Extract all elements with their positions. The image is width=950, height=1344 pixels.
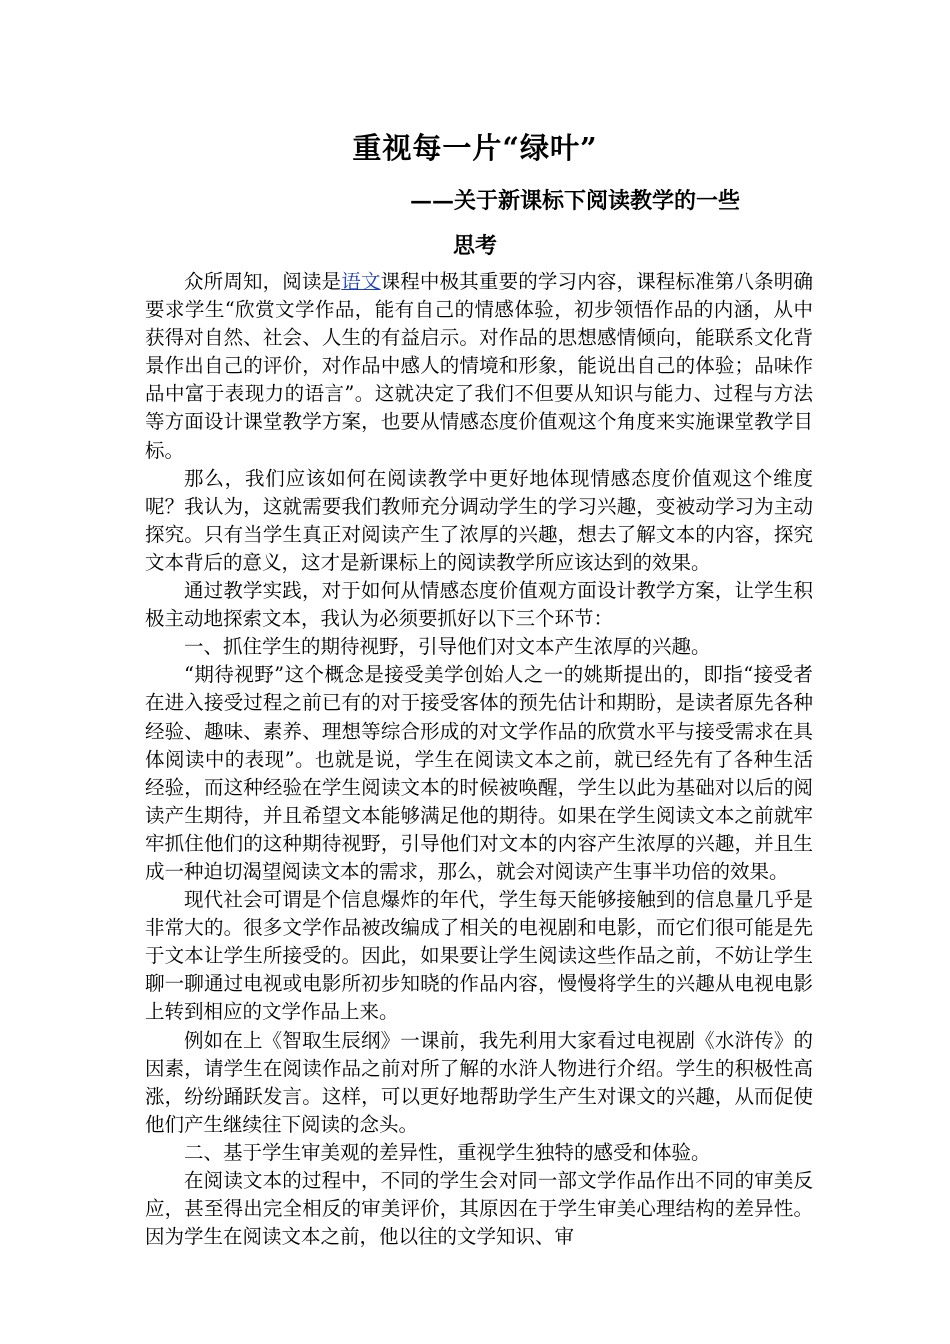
section-heading-1: 一、抓住学生的期待视野，引导他们对文本产生浓厚的兴趣。 — [184, 635, 711, 659]
paragraph: 现代社会可谓是个信息爆炸的年代，学生每天能够接触到的信息量几乎是非常大的。很多文学作品被改编成了相关的电视剧和电影，而它们很可能是先于文本让学生所接受的。因此，如果要让学生阅读这些作品之前，不妨让学生聊一聊通过电视或电影所初步知晓的作品内容，慢慢将学生的兴趣从电视电影上转到相应的文学作品上来。 — [145, 888, 813, 1024]
paragraph-intro-rest: 课程中极其重要的学习内容，课程标准第八条明确要求学生“欣赏文学作品，能有自己的情感体验，初步领悟作品的内涵，从中获得对自然、社会、人生的有益启示。对作品的思想感情倾向，能联系文化背景作出自己的评价，对作品中感人的情境和形象，能说出自己的体验；品味作品中富于表现力的语言”。这就决定了我们不但要从知识与能力、过程与方法等方面设计课堂教学方案，也要从情感态度价值观这个角度来实施课堂教学目标。 — [145, 270, 813, 462]
yuwen-link[interactable]: 语文 — [341, 270, 381, 293]
paragraph: 通过教学实践，对于如何从情感态度价值观方面设计教学方案，让学生积极主动地探索文本，我认为必须要抓好以下三个环节： — [145, 579, 813, 631]
article-title: 重视每一片“绿叶” — [352, 131, 598, 165]
paragraph: 那么，我们应该如何在阅读教学中更好地体现情感态度价值观这个维度呢？我认为，这就需要我们教师充分调动学生的学习兴趣，变被动学习为主动探究。只有当学生真正对阅读产生了浓厚的兴趣，想去了解文本的内容，探究文本背后的意义，这才是新课标上的阅读教学所应该达到的效果。 — [145, 466, 813, 574]
article-subtitle-line2: 思考 — [452, 233, 497, 259]
paragraph-intro-lead: 众所周知，阅读是 — [184, 270, 342, 293]
article-subtitle-line1: ——关于新课标下阅读教学的一些 — [410, 188, 741, 214]
paragraph-intro — [145, 268, 813, 465]
paragraph: “期待视野”这个概念是接受美学创始人之一的姚斯提出的，即指“接受者在进入接受过程之前已有的对于接受客体的预先估计和期盼，是读者原先各种经验、趣味、素养、理想等综合形成的对文学作品的欣赏水平与接受需求在具体阅读中的表现”。也就是说，学生在阅读文本之前，就已经先有了各种生活经验，而这种经验在学生阅读文本的时候被唤醒，学生以此为基础对以后的阅读产生期待，并且希望文本能够满足他的期待。如果在学生阅读文本之前就牢牢抓住他们的这种期待视野，引导他们对文本的内容产生浓厚的兴趣，并且生成一种迫切渴望阅读文本的需求，那么，就会对阅读产生事半功倍的效果。 — [145, 663, 813, 883]
article-body — [145, 268, 813, 1251]
paragraph: 在阅读文本的过程中，不同的学生会对同一部文学作品作出不同的审美反应，甚至得出完全相反的审美评价，其原因在于学生审美心理结构的差异性。因为学生在阅读文本之前，他以往的文学知识、审 — [145, 1169, 813, 1249]
paragraph: 例如在上《智取生辰纲》一课前，我先利用大家看过电视剧《水浒传》的因素，请学生在阅读作品之前对所了解的水浒人物进行介绍。学生的积极性高涨，纷纷踊跃发言。这样，可以更好地帮助学生产生对课文的兴趣，从而促使他们产生继续往下阅读的念头。 — [145, 1028, 813, 1136]
section-heading-2: 二、基于学生审美观的差异性，重视学生独特的感受和体验。 — [184, 1140, 711, 1164]
